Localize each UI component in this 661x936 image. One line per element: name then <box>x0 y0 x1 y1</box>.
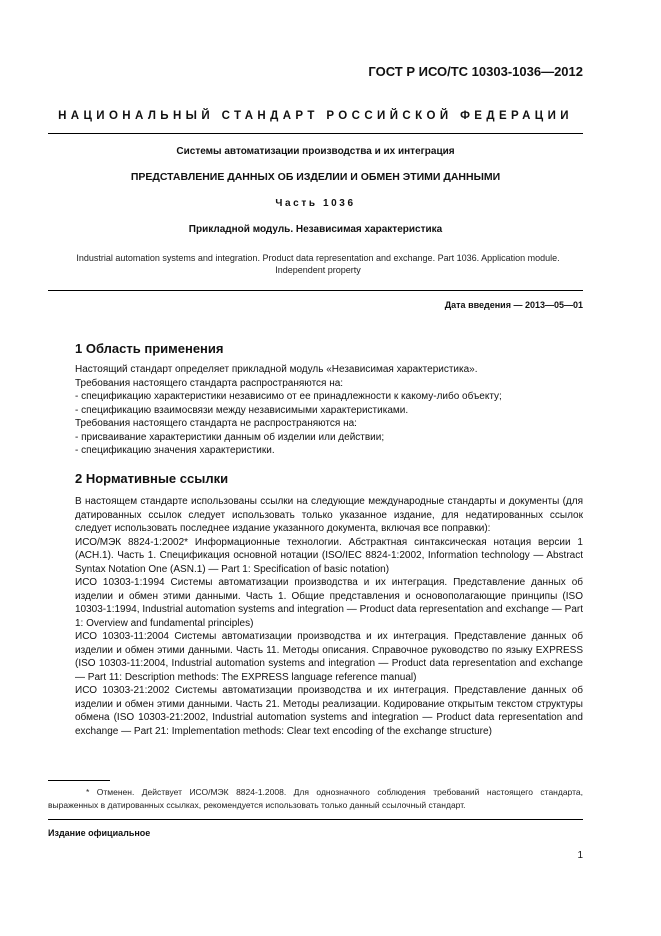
english-title: Industrial automation systems and integration. Product data representation and exchange. Part 1036. Application module. Independent property <box>76 253 560 275</box>
bottom-divider <box>48 819 583 820</box>
paragraph: Настоящий стандарт определяет прикладной модуль «Независимая характеристика». <box>75 364 478 375</box>
list-item: - спецификацию значения характеристики. <box>75 445 275 456</box>
paragraph: Требования настоящего стандарта распространяются на: <box>75 377 344 389</box>
main-title: ПРЕДСТАВЛЕНИЕ ДАННЫХ ОБ ИЗДЕЛИИ И ОБМЕН ЭТИМИ ДАННЫМИ <box>130 171 501 183</box>
reference-item: ИСО 10303-1:1994 Системы автоматизации производства и их интеграция. Представление данных об изделии и обмен этими данными. Часть 1. Общие представления и основополагающие принципы (ISO 10303-1:1994, Industrial automation systems and integration — Product data representation and exchange — Part 1: Overview and fundamental principles) <box>75 577 583 629</box>
edition-label: Издание официальное <box>48 828 151 838</box>
top-divider <box>48 133 583 134</box>
part-title: Часть 1036 <box>275 198 356 209</box>
page-number: 1 <box>577 850 583 861</box>
list-item: - спецификацию характеристики независимо от ее принадлежности к какому-либо объекту; <box>75 391 502 402</box>
reference-item: ИСО/МЭК 8824-1:2002* Информационные технологии. Абстрактная синтаксическая нотация версии 1 (АСН.1). Часть 1. Спецификация основной нотации (ISO/IEC 8824-1:2002, Information technology — Abstract Syntax Notation One (ASN.1) — Part 1: Specification of basic notation) <box>75 536 583 575</box>
list-item: - спецификацию взаимосвязи между независимыми характеристиками. <box>75 404 409 416</box>
series-title: Системы автоматизации производства и их интеграция <box>176 146 455 157</box>
list-item: - присваивание характеристики данным об изделии или действии; <box>75 431 385 443</box>
footnote-divider <box>48 780 110 781</box>
title-divider <box>48 290 583 291</box>
section-2-body <box>75 495 583 738</box>
intro-paragraph: В настоящем стандарте использованы ссылки на следующие международные стандарты и документы (для датированных ссылок следует использовать только указанное издание, для недатированных ссылок следует использовать последнее издание указанного документа, включая все поправки): <box>75 496 583 534</box>
effective-date: Дата введения — 2013—05—01 <box>444 300 583 310</box>
module-title: Прикладной модуль. Независимая характеристика <box>188 224 443 235</box>
section-1-body <box>75 363 583 458</box>
national-standard-banner: НАЦИОНАЛЬНЫЙ СТАНДАРТ РОССИЙСКОЙ ФЕДЕРАЦИИ <box>58 110 573 122</box>
footnote: * Отменен. Действует ИСО/МЭК 8824-1.2008. Для однозначного соблюдения требований настоящего стандарта, выраженных в датированных ссылках, рекомендуется использовать только данный ссылочный стандарт. <box>48 787 583 810</box>
paragraph: Требования настоящего стандарта не распространяются на: <box>75 418 357 429</box>
document-number: ГОСТ Р ИСО/ТС 10303-1036—2012 <box>368 64 583 79</box>
section-1-heading: 1 Область применения <box>75 341 224 356</box>
reference-item: ИСО 10303-11:2004 Системы автоматизации производства и их интеграция. Представление данных об изделии и обмен этими данными. Часть 11. Методы описания. Справочное руководство по языку EXPRESS (ISO 10303-11:2004, Industrial automation systems and integration — Product data representation and exchange — Part 11: Description methods: The EXPRESS language reference manual) <box>75 631 583 683</box>
reference-item: ИСО 10303-21:2002 Системы автоматизации производства и их интеграция. Представление данных об изделии и обмен этими данными. Часть 21. Методы реализации. Кодирование открытым текстом структуры обмена (ISO 10303-21:2002, Industrial automation systems and integration — Product data representation and exchange — Part 21: Implementation methods: Clear text encoding of the exchange structure) <box>75 685 583 737</box>
section-2-heading: 2 Нормативные ссылки <box>75 471 229 486</box>
